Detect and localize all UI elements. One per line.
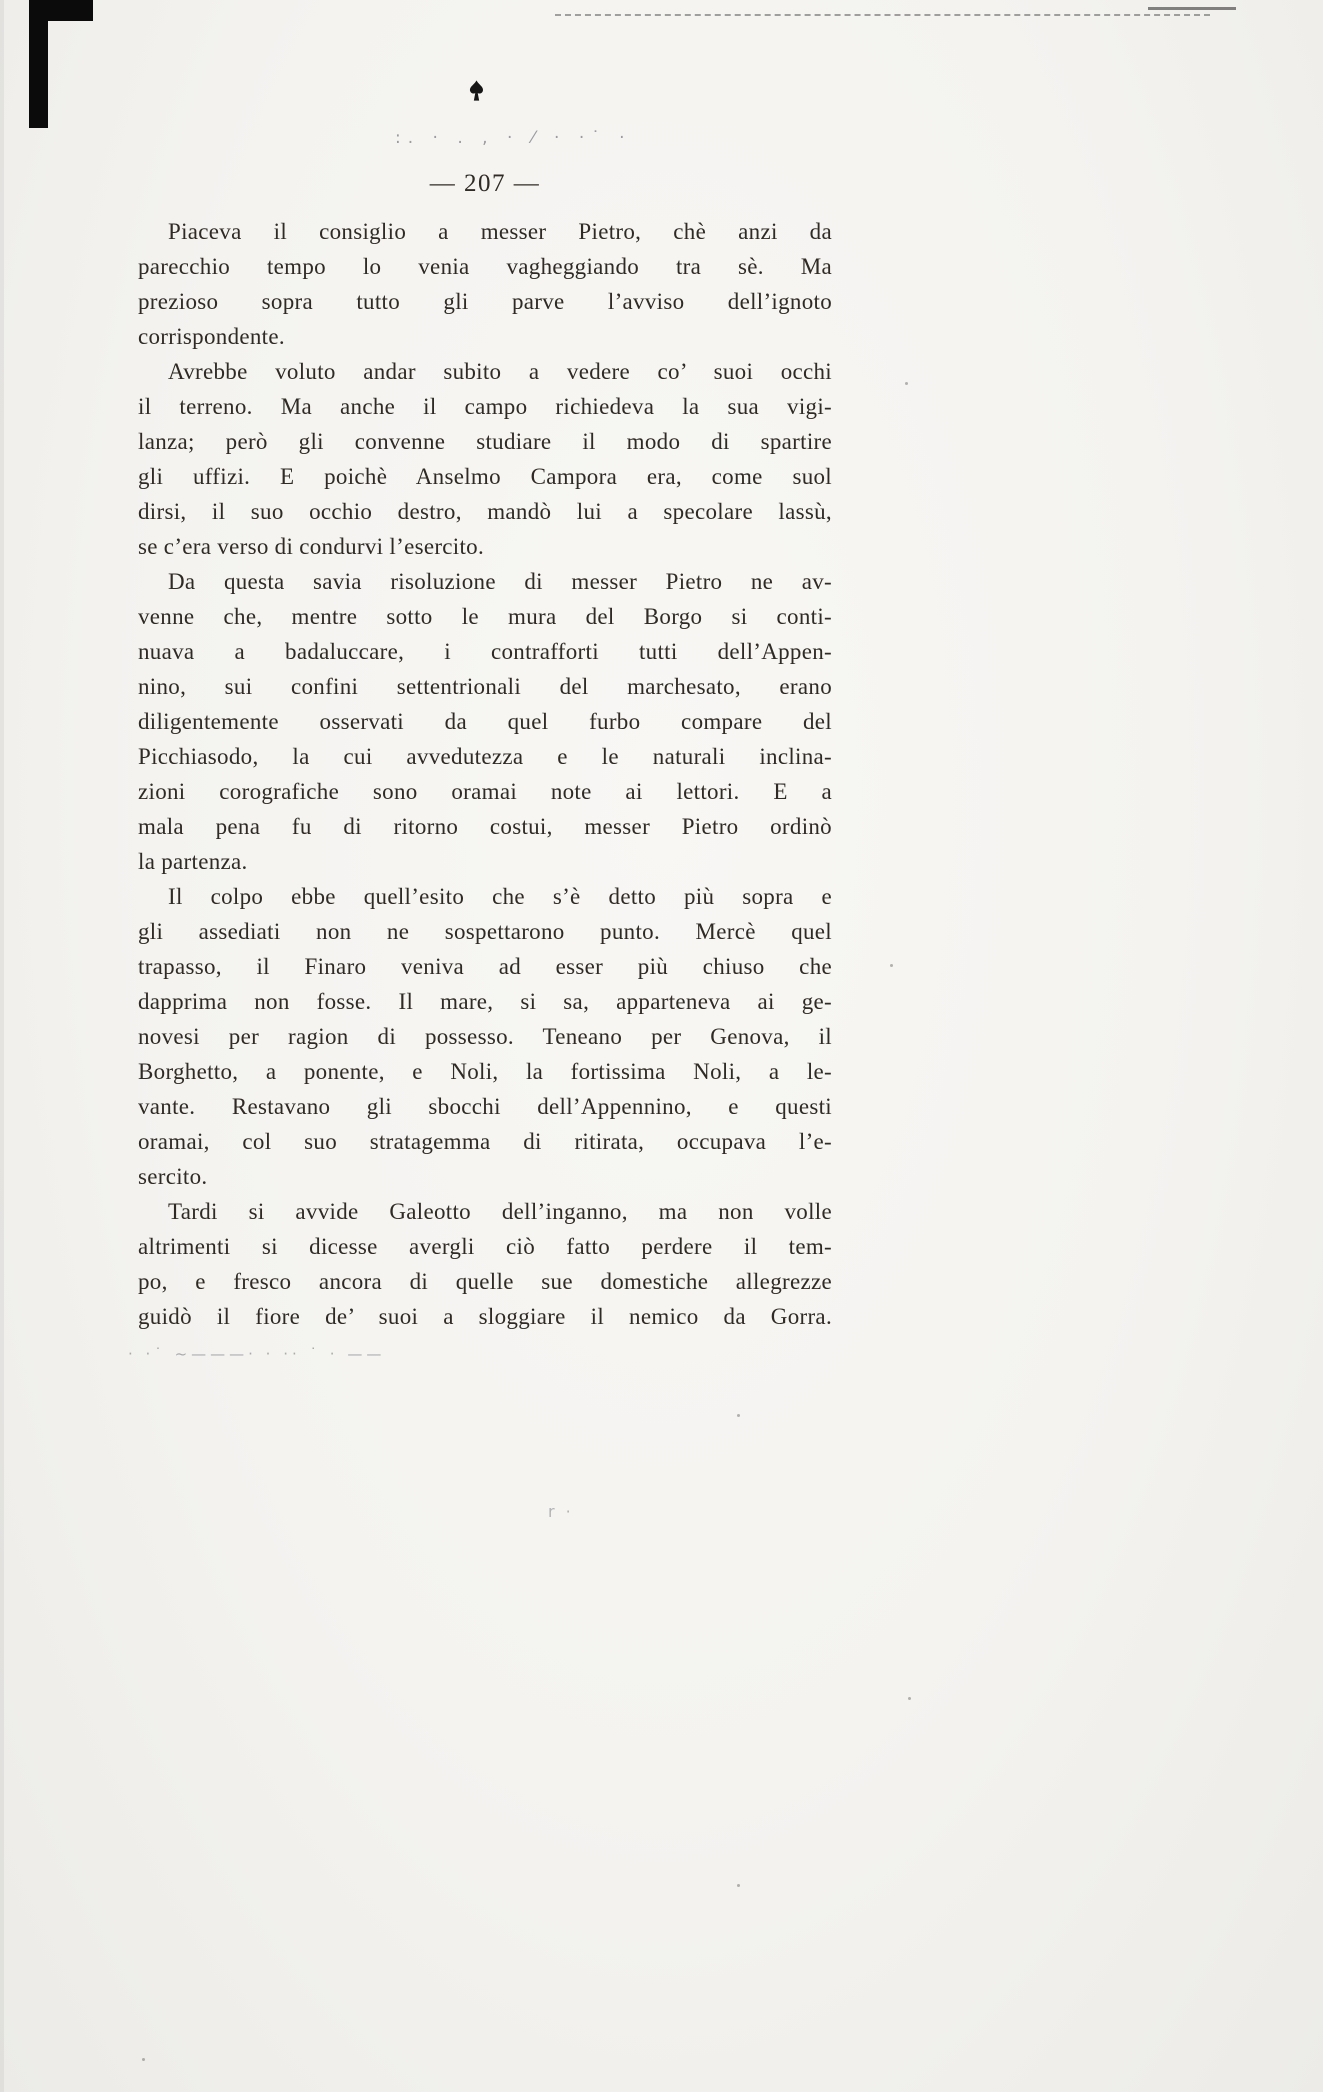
text-line: guidò il fiore de’ suoi a sloggiare il nemico da Gorra. (138, 1304, 832, 1329)
pencil-scribble: · ·˙ ~———· · ·· ˙ · —— (128, 1345, 386, 1363)
text-line: altrimenti si dicesse avergli ciò fatto perdere il tem- (138, 1234, 832, 1259)
text-line: trapasso, il Finaro veniva ad esser più chiuso che (138, 954, 832, 979)
text-line: dapprima non fosse. Il mare, si sa, apparteneva ai ge- (138, 989, 832, 1014)
text-line: venne che, mentre sotto le mura del Borgo si conti- (138, 604, 832, 629)
text-line: Avrebbe voluto andar subito a vedere co’ suoi occhi (168, 359, 832, 384)
text-line: gli assediati non ne sospettarono punto. Mercè quel (138, 919, 832, 944)
speck (737, 1414, 740, 1417)
text-line: la partenza. (138, 849, 248, 874)
speck (905, 382, 908, 385)
text-line: il terreno. Ma anche il campo richiedeva la sua vigi- (138, 394, 832, 419)
text-line: nino, sui confini settentrionali del marchesato, erano (138, 674, 832, 699)
page-left-edge (0, 0, 4, 2092)
text-line: novesi per ragion di possesso. Teneano per Genova, il (138, 1024, 832, 1049)
text-line: Borghetto, a ponente, e Noli, la fortissima Noli, a le- (138, 1059, 832, 1084)
text-line: Picchiasodo, la cui avvedutezza e le naturali inclina- (138, 744, 832, 769)
scan-dash-segment (1148, 7, 1236, 10)
paragraph (138, 564, 832, 879)
text-line: diligentemente osservati da quel furbo compare del (138, 709, 832, 734)
scan-corner-mark (29, 0, 93, 21)
paragraph (138, 1194, 832, 1334)
text-line: Tardi si avvide Galeotto dell’inganno, ma non volle (168, 1199, 832, 1224)
text-line: dirsi, il suo occhio destro, mandò lui a specolare lassù, (138, 499, 832, 524)
page-number: — 207 — (429, 170, 541, 197)
text-line: po, e fresco ancora di quelle sue domestiche allegrezze (138, 1269, 832, 1294)
speck (737, 1884, 740, 1887)
pencil-marks: :. · . , · ⁄ · ·˙ · (395, 128, 632, 148)
paragraph (138, 214, 832, 354)
page-text-block (138, 214, 832, 1334)
text-line: oramai, col suo stratagemma di ritirata, occupava l’e- (138, 1129, 832, 1154)
paragraph (138, 354, 832, 564)
text-line: parecchio tempo lo venia vagheggiando tra sè. Ma (138, 254, 832, 279)
scan-dashed-line (555, 14, 1210, 16)
text-line: Da questa savia risoluzione di messer Pietro ne av- (168, 569, 832, 594)
text-line: Il colpo ebbe quell’esito che s’è detto più sopra e (168, 884, 832, 909)
text-line: lanza; però gli convenne studiare il modo di spartire (138, 429, 832, 454)
speck (908, 1697, 911, 1700)
text-line: Piaceva il consiglio a messer Pietro, chè anzi da (168, 219, 832, 244)
text-line: vante. Restavano gli sbocchi dell’Appennino, e questi (138, 1094, 832, 1119)
text-line: nuava a badaluccare, i contrafforti tutti dell’Appen- (138, 639, 832, 664)
text-line: se c’era verso di condurvi l’esercito. (138, 534, 485, 559)
text-line: sercito. (138, 1164, 208, 1189)
text-line: gli uffizi. E poichè Anselmo Campora era, come suol (138, 464, 832, 489)
pencil-mark: r · (548, 1502, 574, 1521)
fleuron-icon (468, 80, 485, 107)
text-line: zioni corografiche sono oramai note ai lettori. E a (138, 779, 832, 804)
speck (890, 964, 893, 967)
paragraph (138, 879, 832, 1194)
text-line: corrispondente. (138, 324, 285, 349)
speck (142, 2058, 145, 2061)
text-line: prezioso sopra tutto gli parve l’avviso dell’ignoto (138, 289, 832, 314)
text-line: mala pena fu di ritorno costui, messer Pietro ordinò (138, 814, 832, 839)
